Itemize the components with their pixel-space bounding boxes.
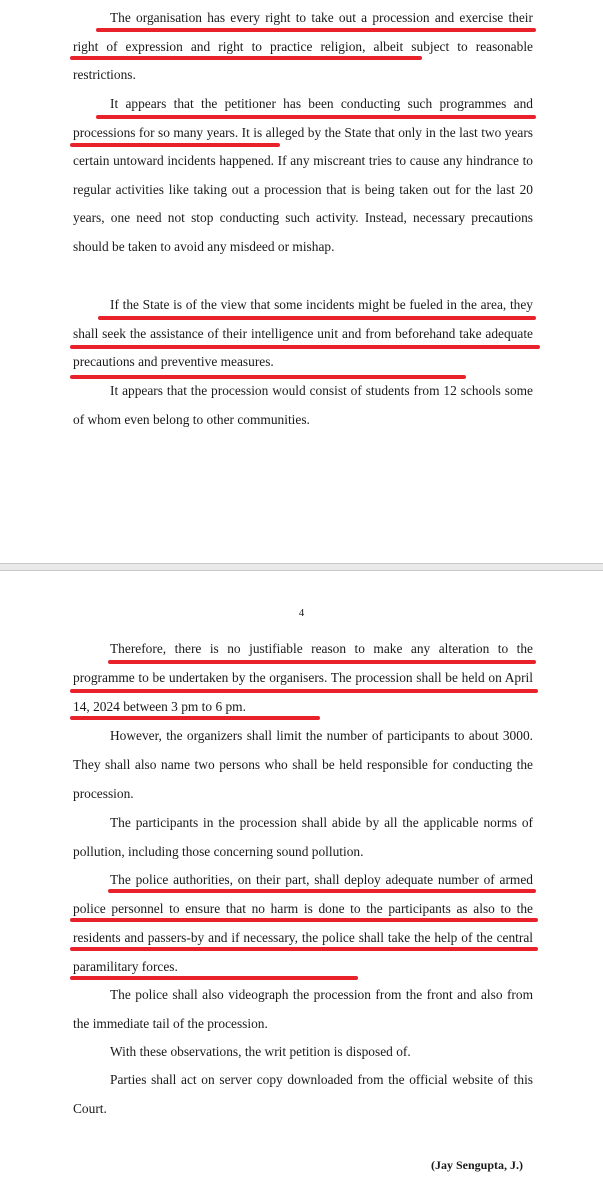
highlight-underline (96, 28, 536, 32)
highlight-underline (108, 889, 536, 893)
document-page-2 (0, 571, 603, 1200)
paragraph: If the State is of the view that some incidents might be fueled in the area, they shall seek the assistance of their intelligence unit and from beforehand take adequate precautions and preventive measures. (73, 297, 533, 369)
highlight-underline (70, 947, 538, 951)
paragraph: Parties shall act on server copy downloaded from the official website of this Court. (73, 1072, 533, 1116)
paragraph: Therefore, there is no justifiable reason to make any alteration to the programme to be undertaken by the organisers. The procession shall be held on April 14, 2024 between 3 pm to 6 pm. (73, 641, 533, 714)
paragraph: However, the organizers shall limit the number of participants to about 3000. They shall also name two persons who shall be held responsible for conducting the procession. (73, 728, 533, 801)
paragraph: The police authorities, on their part, shall deploy adequate number of armed police personnel to ensure that no harm is done to the participants as also to the residents and passers-by and if necessary, the police shall take the help of the central paramilitary forces. (73, 872, 533, 974)
highlight-underline (70, 375, 466, 379)
judge-signature: (Jay Sengupta, J.) (430, 1158, 523, 1172)
paragraph: It appears that the procession would consist of students from 12 schools some of whom even belong to other communities. (73, 383, 533, 427)
highlight-underline (70, 143, 280, 147)
highlight-underline (96, 115, 536, 119)
paragraph: The participants in the procession shall abide by all the applicable norms of pollution, including those concerning sound pollution. (73, 815, 533, 859)
highlight-underline (70, 918, 538, 922)
highlight-underline (98, 316, 536, 320)
page-number: 4 (298, 607, 305, 619)
highlight-underline (70, 976, 358, 980)
highlight-underline (70, 716, 320, 720)
highlight-underline (108, 660, 536, 664)
highlight-underline (70, 56, 422, 60)
paragraph: The organisation has every right to take out a procession and exercise their right of expression and right to practice religion, albeit subject to reasonable restrictions. (73, 10, 533, 82)
paragraph: It appears that the petitioner has been conducting such programmes and processions for so many years. It is alleged by the State that only in the last two years certain untoward incidents happened. If any miscreant tries to cause any hindrance to regular activities like taking out a procession that is being taken out for the last 20 years, one need not stop conducting such activity. Instead, necessary precautions should be taken to avoid any misdeed or mishap. (73, 96, 533, 254)
paragraph: With these observations, the writ petition is disposed of. (110, 1044, 411, 1059)
page-separator (0, 563, 603, 571)
highlight-underline (70, 345, 540, 349)
paragraph: The police shall also videograph the procession from the front and also from the immediate tail of the procession. (73, 987, 533, 1031)
document-page-1 (0, 0, 603, 563)
highlight-underline (70, 689, 538, 693)
